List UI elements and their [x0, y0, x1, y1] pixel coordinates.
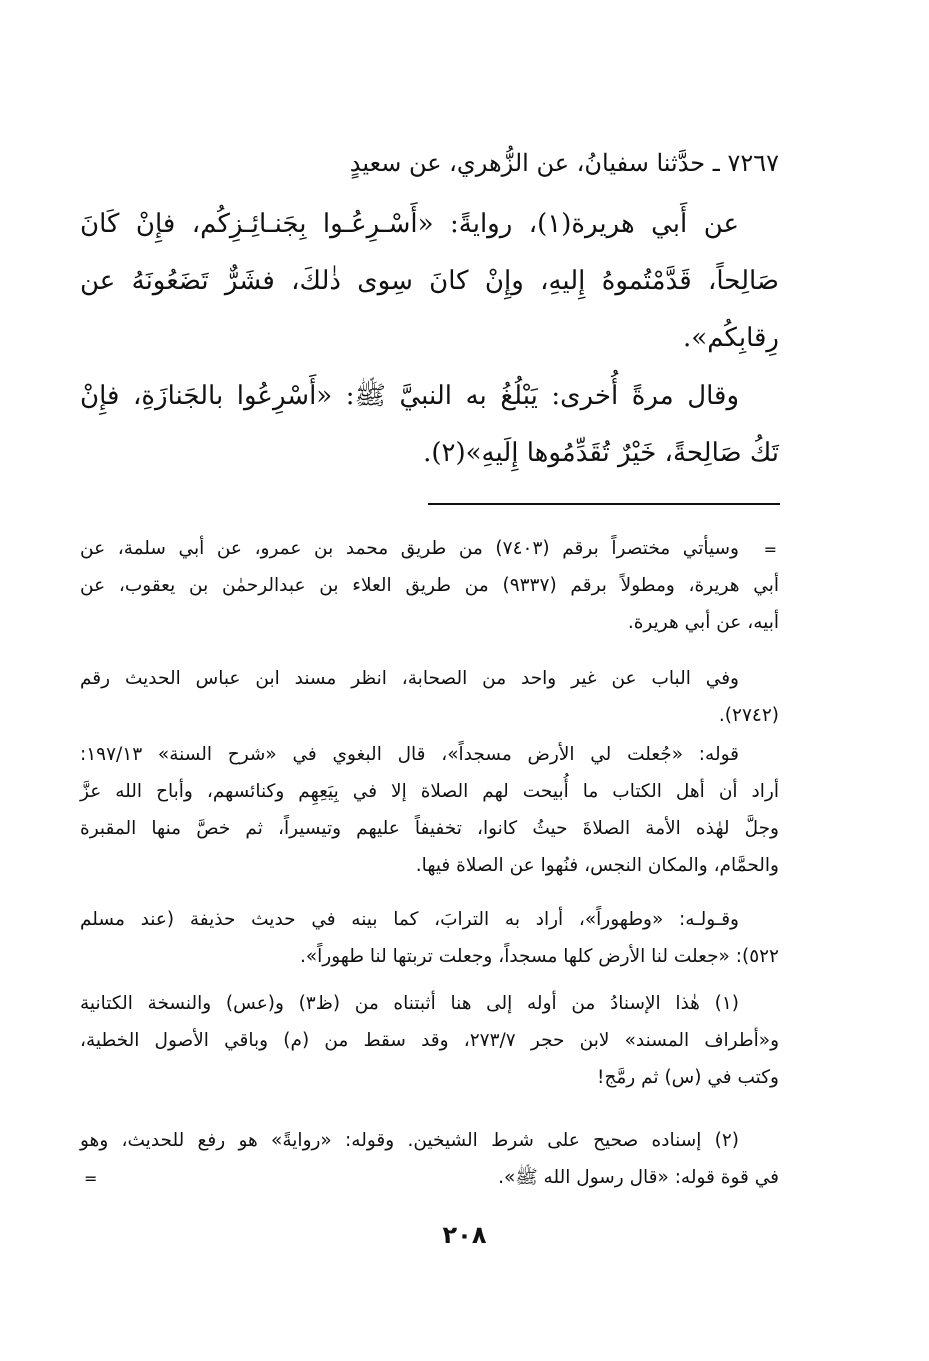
- text-line: عن أَبي هريرة(١)، روايةً: «أَسْـرِعُـوا بِجَنـائِـزِكُم، فإِنْ كَانَ: [80, 209, 740, 239]
- footnote-line: (٢٧٤٢).: [718, 705, 779, 726]
- text-line: تَكُ صَالِحةً، خَيْرٌ تُقَدِّمُوها إِلَيهِ»(٢).: [423, 438, 779, 468]
- footnote-2: [80, 1122, 779, 1196]
- hadith-heading: ٧٢٦٧ ـ حدَّثنا سفيانُ، عن الزُّهري، عن سعيدٍ: [349, 149, 779, 177]
- footnote-line: وفي الباب عن غير واحد من الصحابة، انظر مسند ابن عباس الحديث رقم: [80, 668, 739, 689]
- hadith-paragraph-1: [80, 196, 779, 367]
- footnote-line: و«أطراف المسند» لابن حجر ٢٧٣/٧، وقد سقط من (م) وباقي الأصول الخطية،: [80, 1030, 780, 1051]
- footnote-paragraph: [80, 901, 779, 975]
- footnote-line: ٥٢٢): «جعلت لنا الأرض كلها مسجداً، وجعلت تربتها لنا طهوراً».: [299, 946, 779, 967]
- hadith-paragraph-2: [80, 368, 779, 482]
- footnote-line: وسيأتي مختصراً برقم (٧٤٠٣) من طريق محمد بن عمرو، عن أبي سلمة، عن: [80, 538, 739, 559]
- footnote-paragraph: [80, 736, 779, 884]
- footnote-line: (٢) إسناده صحيح على شرط الشيخين. وقوله: «روايةً» هو رفع للحديث، وهو: [80, 1130, 739, 1151]
- text-line: وقال مرةً أُخرى: يَبْلُغُ به النبيَّ ﷺ: «أَسْرِعُوا بالجَنازَةِ، فإِنْ: [80, 381, 739, 411]
- footnote-paragraph: [80, 660, 779, 734]
- text-line: رِقابِكُم».: [683, 323, 779, 353]
- footnote-line: والحمَّام، والمكان النجس، فنُهوا عن الصلاة فيها.: [415, 855, 779, 876]
- continuation-mark-top: =: [763, 540, 777, 559]
- footnote-separator: [428, 503, 780, 505]
- footnote-line: وجلَّ لهٰذه الأمة الصلاةَ حيثُ كانوا، تخفيفاً عليهم وتيسيراً، ثم خصَّ منها المقبرة: [80, 818, 779, 839]
- footnote-line: أبيه، عن أبي هريرة.: [627, 612, 779, 633]
- footnote-line: في قوة قوله: «قال رسول الله ﷺ».: [498, 1167, 779, 1188]
- footnote-line: أبي هريرة، ومطولاً برقم (٩٣٣٧) من طريق العلاء بن عبدالرحمٰن بن يعقوب، عن: [80, 575, 779, 596]
- footnote-line: وكتب في (س) ثم رمَّج!: [597, 1067, 779, 1088]
- page-number: ٢٠٨: [442, 1221, 487, 1249]
- footnote-line: وقـولـه: «وطهوراً»، أراد به الترابَ، كما بينه في حديث حذيفة (عند مسلم: [80, 909, 739, 930]
- footnote-line: أراد أن أهل الكتاب ما أُبيحت لهم الصلاة إلا في بِيَعِهِم وكنائسهم، وأباح الله عزَّ: [80, 781, 779, 802]
- footnote-line: (١) هٰذا الإسنادُ من أوله إلى هنا أثبتناه من (ظ٣) و(عس) والنسخة الكتانية: [80, 993, 739, 1014]
- footnote-1: [80, 985, 779, 1096]
- continuation-mark-bottom: =: [84, 1169, 98, 1188]
- footnote-line: قوله: «جُعلت لي الأرض مسجداً»، قال البغوي في «شرح السنة» ١٩٧/١٣:: [80, 744, 739, 765]
- footnote-continuation: [80, 530, 779, 641]
- text-line: صَالِحاً، قَدَّمْتُموهُ إِليهِ، وإِنْ كانَ سِوى ذٰلكَ، فشَرٌّ تَضَعُونَهُ عن: [80, 266, 779, 296]
